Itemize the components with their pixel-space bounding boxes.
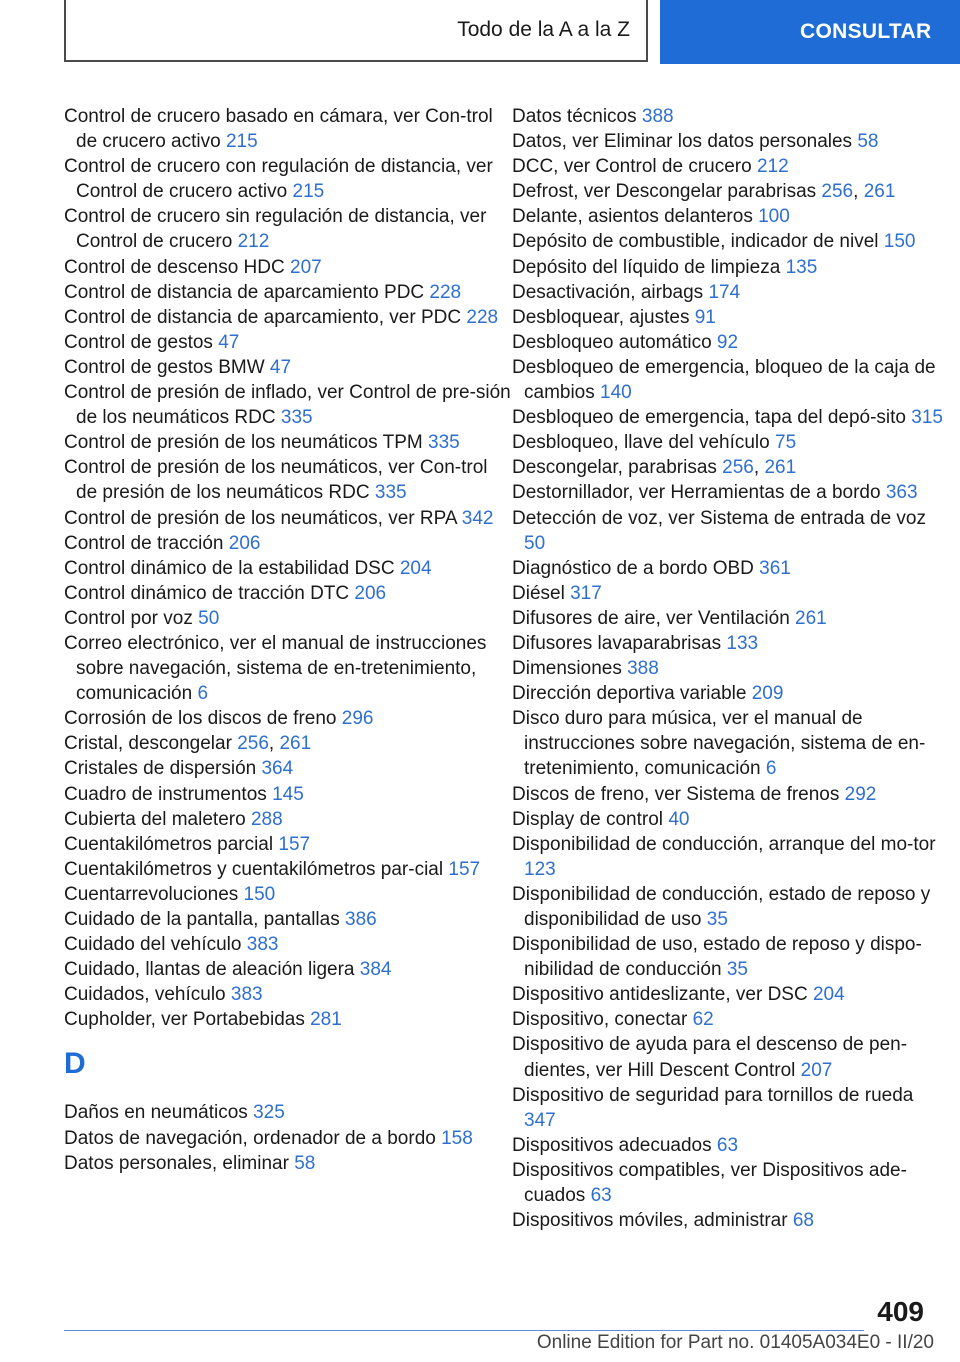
page-reference-link[interactable]: 206	[354, 582, 387, 604]
tab-todo-de-la-a-a-la-z[interactable]: Todo de la A a la Z	[64, 0, 648, 62]
index-entry-text: Control de distancia de aparcamiento, ver PDC	[64, 306, 462, 328]
page-reference-link[interactable]: 335	[428, 432, 460, 454]
footer-divider	[64, 1330, 864, 1331]
index-entry	[64, 255, 512, 280]
index-entry-text: Daños en neumáticos	[64, 1102, 248, 1124]
index-entry-text: Dirección deportiva variable	[512, 683, 747, 705]
index-entry	[64, 280, 512, 305]
page-reference-link[interactable]: 40	[668, 808, 690, 830]
page-reference-link[interactable]: 383	[230, 984, 263, 1006]
index-entry-text: Control de tracción	[64, 532, 224, 554]
index-entry	[512, 330, 944, 355]
index-list-left-bottom	[64, 1100, 512, 1175]
index-entry-text: Control de gestos BMW	[64, 356, 265, 378]
index-entry-text: Cuentarrevoluciones	[64, 883, 239, 905]
page-reference-link[interactable]: 207	[800, 1059, 833, 1081]
index-entry-text: Cuadro de instrumentos	[64, 783, 267, 805]
index-entry	[64, 907, 512, 932]
tab-consultar[interactable]: CONSULTAR	[660, 0, 960, 64]
index-entry-text: Dispositivo antideslizante, ver DSC	[512, 984, 808, 1006]
index-entry	[64, 104, 512, 154]
index-entry-text: Detección de voz, ver Sistema de entrada de voz	[512, 507, 927, 529]
index-entry	[64, 305, 512, 330]
page-reference-link[interactable]: 281	[310, 1009, 342, 1031]
index-entry	[512, 405, 944, 430]
index-entry	[512, 982, 944, 1007]
index-entry	[512, 932, 944, 982]
index-entry	[64, 581, 512, 606]
page-reference-link[interactable]: 261	[279, 733, 312, 755]
page-reference-link[interactable]: 335	[374, 482, 407, 504]
header-tabs	[64, 0, 960, 64]
index-entry-text: Discos de freno, ver Sistema de frenos	[512, 783, 840, 805]
index-entry	[64, 832, 512, 857]
index-entry	[512, 681, 944, 706]
index-entry	[64, 330, 512, 355]
page-reference-link[interactable]: 47	[269, 356, 292, 378]
index-entry-text: Control de descenso HDC	[64, 256, 285, 278]
page-reference-link[interactable]: 288	[250, 808, 283, 830]
page-reference-link[interactable]: 347	[524, 1109, 556, 1131]
page-reference-link[interactable]: 157	[278, 833, 311, 855]
page-reference-link[interactable]: 361	[759, 557, 791, 579]
index-entry-text: Defrost, ver Descongelar parabrisas	[512, 181, 817, 203]
page-reference-link[interactable]: 296	[341, 708, 374, 730]
index-entry	[64, 556, 512, 581]
index-entry	[64, 1126, 512, 1151]
index-entry-text: Cuentakilómetros y cuentakilómetros par-cial	[64, 858, 444, 880]
page-reference-link[interactable]: 228	[466, 306, 499, 328]
page-reference-link[interactable]: 158	[441, 1127, 473, 1149]
index-entry	[64, 531, 512, 556]
footer-edition-text: Online Edition for Part no. 01405A034E0 - II/20	[536, 1332, 934, 1353]
index-entry	[512, 280, 944, 305]
index-entry	[64, 355, 512, 380]
page-reference-link[interactable]: 6	[197, 683, 209, 705]
index-entry	[64, 1100, 512, 1125]
page-reference-link[interactable]: 68	[792, 1210, 814, 1232]
page-reference-link[interactable]: 150	[883, 231, 916, 253]
index-entry-text: Disponibilidad de uso, estado de reposo y dispo-nibilidad de conducción	[512, 934, 922, 981]
index-entry	[512, 255, 944, 280]
index-entry	[64, 957, 512, 982]
index-entry	[512, 355, 944, 405]
page-reference-link[interactable]: 335	[280, 407, 313, 429]
index-entry-text: Datos personales, eliminar	[64, 1152, 289, 1174]
page-reference-link[interactable]: 100	[758, 206, 790, 228]
index-entry-text: Dispositivos compatibles, ver Dispositivos ade-cuados	[512, 1159, 907, 1207]
page-reference-link[interactable]: 35	[726, 959, 748, 981]
page-reference-link[interactable]: 62	[692, 1009, 714, 1031]
index-entry	[512, 204, 944, 229]
index-entry	[512, 104, 944, 129]
index-column-right	[512, 104, 944, 1233]
index-entry	[64, 455, 512, 505]
index-entry	[512, 1032, 944, 1082]
page-reference-link[interactable]: 63	[716, 1134, 739, 1156]
index-entry: Cristal, descongelar 256, 261	[64, 733, 312, 755]
page-reference-link[interactable]: 145	[272, 783, 304, 805]
index-entry-text: Cuidado, llantas de aleación ligera	[64, 959, 355, 981]
page-reference-link[interactable]: 363	[885, 482, 918, 504]
index-entry	[64, 1007, 512, 1032]
index-entry-text: Descongelar, parabrisas	[512, 457, 717, 479]
index-entry-text: Correo electrónico, ver el manual de instrucciones sobre navegación, sistema de en-tretenimiento, comunicación	[64, 632, 487, 705]
index-entry-text: Display de control	[512, 808, 664, 830]
index-entry	[64, 756, 512, 781]
index-entry	[512, 154, 944, 179]
index-entry	[512, 1208, 944, 1233]
page-reference-link[interactable]: 204	[399, 557, 432, 579]
page-reference-link[interactable]: 50	[524, 532, 546, 554]
page-reference-link[interactable]: 383	[246, 934, 279, 956]
page-reference-link[interactable]: 207	[290, 256, 322, 278]
index-entry	[512, 656, 944, 681]
index-entry-text: Control por voz	[64, 607, 193, 629]
page-reference-link[interactable]: 261	[863, 181, 896, 203]
index-entry: Defrost, ver Descongelar parabrisas 256, 261	[512, 181, 896, 203]
page-reference-link[interactable]: 261	[764, 457, 797, 479]
index-entry	[512, 129, 944, 154]
index-entry-text: Dimensiones	[512, 658, 622, 680]
index-entry-text: Control de crucero basado en cámara, ver Con-trol de crucero activo	[64, 106, 493, 153]
page-reference-link[interactable]: 140	[600, 382, 632, 404]
index-entry	[512, 430, 944, 455]
page-reference-link[interactable]: 386	[345, 909, 377, 930]
index-entry	[512, 1007, 944, 1032]
index-entry-text: Control dinámico de la estabilidad DSC	[64, 557, 395, 579]
index-entry-text: Cristal, descongelar	[64, 733, 232, 755]
index-entry-text: Difusores lavaparabrisas	[512, 632, 722, 654]
index-entry-text: Control dinámico de tracción DTC	[64, 582, 350, 604]
page-reference-link[interactable]: 256	[821, 181, 854, 203]
index-entry-text: Control de gestos	[64, 331, 213, 353]
index-entry-text: Delante, asientos delanteros	[512, 206, 753, 228]
index-entry-text: Dispositivo de seguridad para tornillos de rueda	[512, 1084, 914, 1106]
index-entry	[64, 1151, 512, 1176]
page-reference-link[interactable]: 342	[461, 507, 494, 529]
page-reference-link[interactable]: 384	[359, 959, 392, 981]
index-entry-text: Cuidados, vehículo	[64, 984, 226, 1006]
index-entry	[512, 882, 944, 932]
index-entry	[512, 581, 944, 606]
index-entry-text: Diagnóstico de a bordo OBD	[512, 557, 754, 579]
index-entry-text: Cubierta del maletero	[64, 808, 246, 830]
page-reference-link[interactable]: 325	[253, 1102, 285, 1124]
index-entry	[64, 932, 512, 957]
index-entry-text: Datos técnicos	[512, 106, 637, 127]
index-entry	[64, 807, 512, 832]
index-entry	[64, 430, 512, 455]
index-entry-text: Cuidado de la pantalla, pantallas	[64, 909, 340, 930]
index-list-right	[512, 104, 944, 1233]
page-number: 409	[877, 1296, 924, 1327]
page-reference-link[interactable]: 317	[570, 582, 602, 604]
index-entry-text: Datos de navegación, ordenador de a bordo	[64, 1127, 436, 1149]
index-list-left-top	[64, 104, 512, 1032]
index-entry-text: Desbloqueo, llave del vehículo	[512, 432, 770, 454]
page-reference-link[interactable]: 150	[243, 883, 276, 905]
index-entry-text: Control de presión de los neumáticos, ver RPA	[64, 507, 457, 529]
page-reference-link[interactable]: 292	[844, 783, 877, 805]
index-entry	[64, 606, 512, 631]
page-reference-link[interactable]: 135	[785, 256, 818, 278]
index-entry	[512, 1158, 944, 1208]
page-reference-link[interactable]: 58	[857, 131, 879, 153]
index-entry-text: Difusores de aire, ver Ventilación	[512, 607, 790, 629]
index-entry-text: Disponibilidad de conducción, arranque del mo-tor	[512, 833, 936, 855]
page-reference-link[interactable]: 364	[261, 758, 294, 780]
index-entry	[64, 706, 512, 731]
index-column-left	[64, 104, 512, 1233]
page-reference-link[interactable]: 58	[294, 1152, 316, 1174]
index-entry	[512, 480, 944, 505]
index-entry	[512, 305, 944, 330]
page-reference-link[interactable]: 174	[708, 281, 741, 303]
index-entry	[64, 882, 512, 907]
page-reference-link[interactable]: 92	[716, 331, 739, 353]
index-entry	[64, 506, 512, 531]
page-reference-link[interactable]: 35	[706, 909, 728, 930]
index-entry-text: Dispositivo de ayuda para el descenso de pen-dientes, ver Hill Descent Control	[512, 1034, 908, 1081]
index-entry-text: Desbloqueo de emergencia, bloqueo de la caja de cambios	[512, 356, 936, 404]
index-entry: Descongelar, parabrisas 256, 261	[512, 457, 797, 479]
index-entry-text: Control de presión de los neumáticos TPM	[64, 432, 423, 454]
index-entry	[512, 782, 944, 807]
index-entry-text: Cuentakilómetros parcial	[64, 833, 274, 855]
index-entry	[512, 606, 944, 631]
index-entry-text: Depósito del líquido de limpieza	[512, 256, 781, 278]
page-reference-link[interactable]: 256	[722, 457, 754, 479]
index-entry	[512, 631, 944, 656]
page-reference-link[interactable]: 63	[590, 1185, 612, 1207]
index-entry	[64, 154, 512, 204]
index-entry-text: Cuidado del vehículo	[64, 934, 242, 956]
index-entry	[512, 807, 944, 832]
page-reference-link[interactable]: 215	[225, 131, 258, 153]
page-reference-link[interactable]: 123	[524, 858, 556, 880]
page-reference-link[interactable]: 388	[641, 106, 674, 127]
index-entry-text: Dispositivos adecuados	[512, 1134, 712, 1156]
index-entry-text: Dispositivo, conectar	[512, 1009, 688, 1031]
page-reference-link[interactable]: 315	[911, 407, 943, 429]
index-entry	[512, 506, 944, 556]
index-entry	[512, 832, 944, 882]
index-entry-text: Control de crucero sin regulación de distancia, ver Control de crucero	[64, 206, 487, 253]
page-reference-link[interactable]: 206	[228, 532, 261, 554]
page-reference-link[interactable]: 215	[292, 181, 325, 203]
index-columns	[64, 104, 944, 1233]
page-reference-link[interactable]: 209	[751, 683, 784, 705]
index-entry-text: Control de crucero con regulación de distancia, ver Control de crucero activo	[64, 156, 493, 203]
index-entry-text: Disco duro para música, ver el manual de instrucciones sobre navegación, sistema de en-tretenimiento, comunicación	[512, 708, 926, 780]
index-entry-text: Control de presión de inflado, ver Control de pre-sión de los neumáticos RDC	[64, 382, 511, 429]
index-entry	[64, 857, 512, 882]
index-entry-text: Corrosión de los discos de freno	[64, 708, 337, 730]
index-entry	[64, 204, 512, 254]
index-entry-text: Desactivación, airbags	[512, 281, 704, 303]
index-entry	[64, 631, 512, 706]
index-entry	[64, 982, 512, 1007]
index-entry-text: Depósito de combustible, indicador de nivel	[512, 231, 879, 253]
index-entry	[512, 1083, 944, 1133]
index-entry-text: Control de distancia de aparcamiento PDC	[64, 281, 425, 303]
index-entry	[64, 380, 512, 430]
index-entry-text: Diésel	[512, 582, 565, 604]
index-entry	[512, 556, 944, 581]
page-reference-link[interactable]: 50	[198, 607, 220, 629]
index-entry-text: Control de presión de los neumáticos, ver Con-trol de presión de los neumáticos RDC	[64, 457, 488, 504]
index-entry-text: Cupholder, ver Portabebidas	[64, 1009, 305, 1031]
index-entry	[64, 782, 512, 807]
page-reference-link[interactable]: 228	[429, 281, 462, 303]
page-reference-link[interactable]: 388	[627, 658, 659, 680]
page-reference-link[interactable]: 133	[726, 632, 759, 654]
page-reference-link[interactable]: 212	[756, 156, 789, 178]
index-entry-text: Desbloquear, ajustes	[512, 306, 690, 328]
page-reference-link[interactable]: 91	[694, 306, 716, 328]
index-entry	[512, 229, 944, 254]
section-letter: D	[64, 1047, 86, 1081]
page-reference-link[interactable]: 75	[775, 432, 797, 454]
index-entry-text: Desbloqueo automático	[512, 331, 712, 353]
index-entry	[512, 706, 944, 781]
index-entry-text: Cristales de dispersión	[64, 758, 257, 780]
page-reference-link[interactable]: 6	[765, 758, 777, 780]
page-reference-link[interactable]: 204	[812, 984, 845, 1006]
index-entry-text: Desbloqueo de emergencia, tapa del depó-sito	[512, 407, 906, 429]
index-entry-text: DCC, ver Control de crucero	[512, 156, 752, 178]
index-entry-text: Dispositivos móviles, administrar	[512, 1210, 788, 1232]
page-reference-link[interactable]: 47	[218, 331, 240, 353]
page-reference-link[interactable]: 212	[237, 231, 270, 253]
page-reference-link[interactable]: 261	[795, 607, 827, 629]
page-reference-link[interactable]: 157	[448, 858, 481, 880]
page-reference-link[interactable]: 256	[237, 733, 269, 755]
index-entry-text: Disponibilidad de conducción, estado de reposo y disponibilidad de uso	[512, 883, 931, 930]
index-entry-text: Datos, ver Eliminar los datos personales	[512, 131, 853, 153]
index-entry-text: Destornillador, ver Herramientas de a bordo	[512, 482, 881, 504]
index-entry	[512, 1133, 944, 1158]
